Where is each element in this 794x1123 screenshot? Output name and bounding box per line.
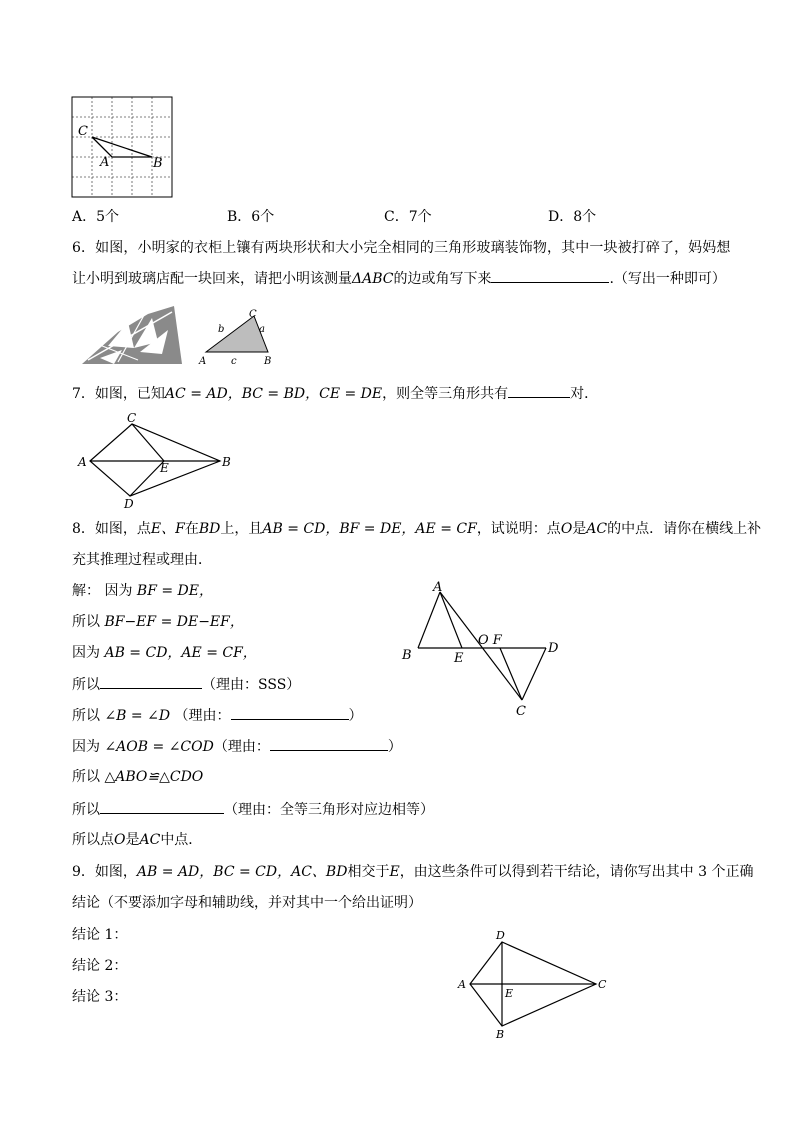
q8-label-e: E: [454, 651, 464, 666]
q6-label-c-vertex: C: [249, 309, 257, 320]
q5-option-c: C．7个: [384, 209, 432, 225]
q5-option-a: A．5个: [72, 209, 120, 225]
q7-label-b: B: [222, 455, 231, 469]
q9-line1: 9．如图，AB = AD，BC = CD，AC、BD相交于E，由这些条件可以得到若干结论，请你写出其中 3 个正确: [72, 864, 754, 880]
q5-triangle: [92, 137, 152, 157]
q8-figure: [396, 578, 568, 720]
q6-triangle-abc-figure: [196, 306, 280, 370]
q8-label-a: A: [433, 580, 443, 595]
q8-step2: 所以 BF−EF = DE−EF，: [72, 614, 244, 630]
q6-line2: 让小明到玻璃店配一块回来，请把小明该测量ΔABC的边或角写下来 .（写出一种即可）: [72, 268, 726, 289]
q8-label-d: D: [548, 641, 559, 656]
q6-broken-glass-figure: [78, 302, 186, 366]
q8-blank-reason-angle[interactable]: [231, 705, 349, 720]
q6-line1: 6．如图，小明家的衣柜上镶有两块形状和大小完全相同的三角形玻璃装饰物，其中一块被打碎了，妈妈想: [72, 240, 731, 256]
q9-line2: 结论（不要添加字母和辅助线，并对其中一个给出证明）: [72, 895, 422, 911]
q5-label-c: C: [78, 124, 88, 139]
q8-blank-congruent[interactable]: [100, 674, 202, 689]
q7-label-a: A: [78, 455, 87, 469]
q5-label-b: B: [153, 156, 163, 171]
q5-option-d: D．8个: [548, 209, 597, 225]
q9-label-e: E: [505, 987, 514, 1000]
q8-label-of: O F: [478, 633, 502, 648]
q8-blank-equal-sides[interactable]: [100, 799, 224, 814]
q9-label-c: C: [598, 978, 607, 991]
q7-answer-blank[interactable]: [508, 383, 570, 398]
q8-step5: 所以 ∠B = ∠D （理由： ）: [72, 705, 363, 726]
q6-label-a-vertex: A: [199, 356, 207, 367]
q8-step8: 所以 （理由：全等三角形对应边相等）: [72, 799, 434, 820]
q7-label-d: D: [124, 497, 134, 510]
q9-kite-figure: [454, 926, 614, 1042]
q7-label-c: C: [127, 411, 137, 425]
q7-line: 7．如图，已知AC = AD，BC = BD，CE = DE，则全等三角形共有 对．: [72, 383, 598, 404]
q8-blank-reason-vertical[interactable]: [270, 736, 388, 751]
q5-option-b: B．6个: [227, 209, 275, 225]
q6-label-b-vertex: B: [264, 356, 272, 367]
q8-step6: 因为 ∠AOB = ∠COD（理由： ）: [72, 736, 402, 757]
q5-grid-figure: [66, 92, 178, 204]
q8-line2: 充其推理过程或理由．: [72, 552, 212, 568]
q6-label-c-side: c: [231, 356, 237, 367]
q8-line1: 8．如图，点E、F在BD上，且AB = CD，BF = DE，AE = CF，试说明：点O是AC的中点．请你在横线上补: [72, 521, 762, 537]
q8-label-c: C: [516, 704, 526, 719]
q8-step3: 因为 AB = CD，AE = CF，: [72, 645, 257, 661]
q8-step4: 所以 （理由：SSS）: [72, 674, 300, 695]
q6-label-a-side: a: [259, 324, 265, 335]
q9-conclusion-1[interactable]: 结论 1：: [72, 927, 128, 943]
q6-label-b-side: b: [218, 324, 225, 335]
q8-step9: 所以点O是AC中点．: [72, 832, 203, 848]
q9-label-b: B: [496, 1028, 505, 1041]
q9-label-d: D: [496, 929, 505, 942]
q5-label-a: A: [100, 155, 110, 170]
q9-conclusion-3[interactable]: 结论 3：: [72, 989, 128, 1005]
q7-label-e: E: [160, 461, 169, 475]
q9-conclusion-2[interactable]: 结论 2：: [72, 958, 128, 974]
q7-kite-figure: [72, 410, 242, 510]
q9-label-a: A: [458, 978, 466, 991]
q8-step7: 所以 △ABO≌△CDO: [72, 769, 204, 785]
q8-label-b: B: [402, 648, 412, 663]
q6-answer-blank[interactable]: [491, 268, 609, 283]
q8-step1: 解： 因为 BF = DE，: [72, 583, 213, 599]
